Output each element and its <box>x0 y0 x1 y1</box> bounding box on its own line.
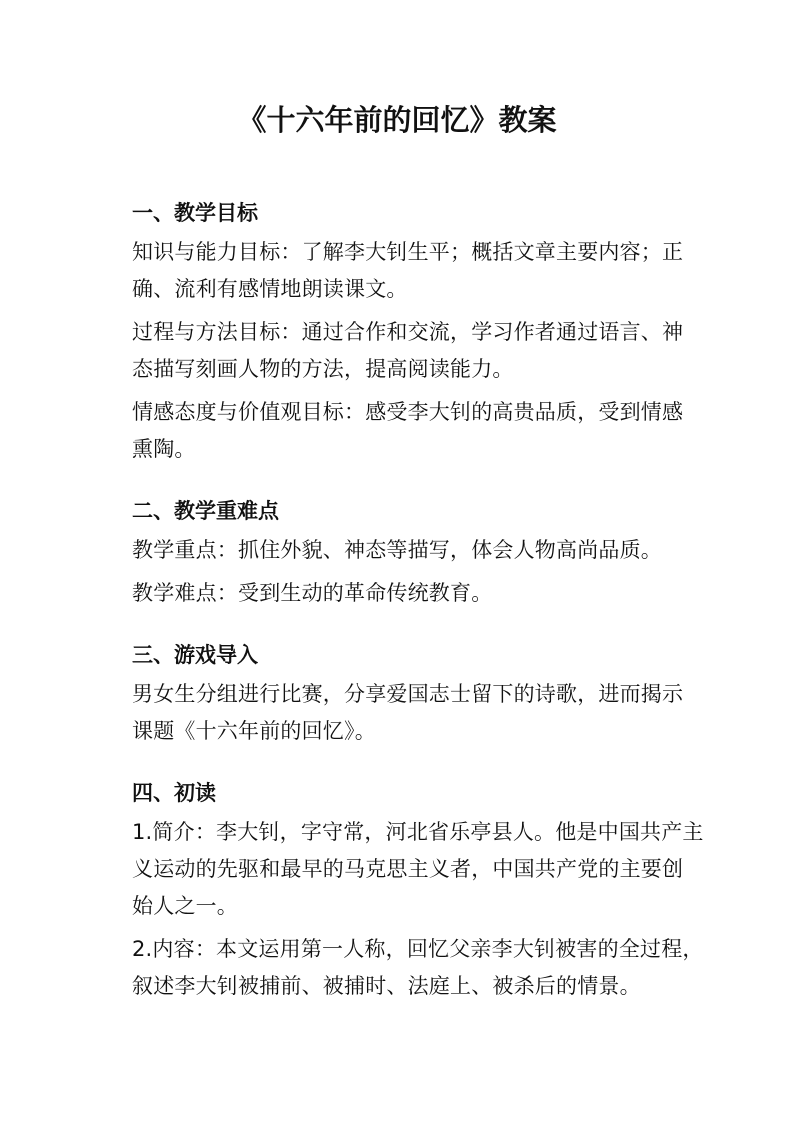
paragraph: 男女生分组进行比赛，分享爱国志士留下的诗歌，进而揭示课题《十六年前的回忆》。 <box>132 682 684 743</box>
section-key-difficult-points <box>132 496 704 612</box>
section-heading: 二、教学重难点 <box>132 499 279 523</box>
section-game-introduction <box>132 640 704 750</box>
section-heading: 一、教学目标 <box>132 201 258 225</box>
section-heading: 四、初读 <box>132 781 216 805</box>
section-first-reading <box>132 778 704 1005</box>
paragraph: 教学难点：受到生动的革命传统教育。 <box>132 581 493 605</box>
paragraph: 2.内容：本文运用第一人称，回忆父亲李大钊被害的全过程，叙述李大钊被捕前、被捕时、法庭上、被杀后的情景。 <box>132 937 704 998</box>
paragraph: 知识与能力目标：了解李大钊生平；概括文章主要内容；正确、流利有感情地朗读课文。 <box>132 240 684 301</box>
section-heading: 三、游戏导入 <box>132 643 258 667</box>
document-body <box>132 198 704 1011</box>
document-title: 《十六年前的回忆》教案 <box>237 103 557 137</box>
paragraph: 情感态度与价值观目标：感受李大钊的高贵品质，受到情感熏陶。 <box>132 400 684 461</box>
paragraph: 1.简介：李大钊，字守常，河北省乐亭县人。他是中国共产主义运动的先驱和最早的马克思主义者，中国共产党的主要创始人之一。 <box>132 820 704 918</box>
paragraph: 教学重点：抓住外貌、神态等描写，体会人物高尚品质。 <box>132 538 662 562</box>
section-teaching-goals <box>132 198 704 468</box>
paragraph: 过程与方法目标：通过合作和交流，学习作者通过语言、神态描写刻画人物的方法，提高阅读能力。 <box>132 320 684 381</box>
